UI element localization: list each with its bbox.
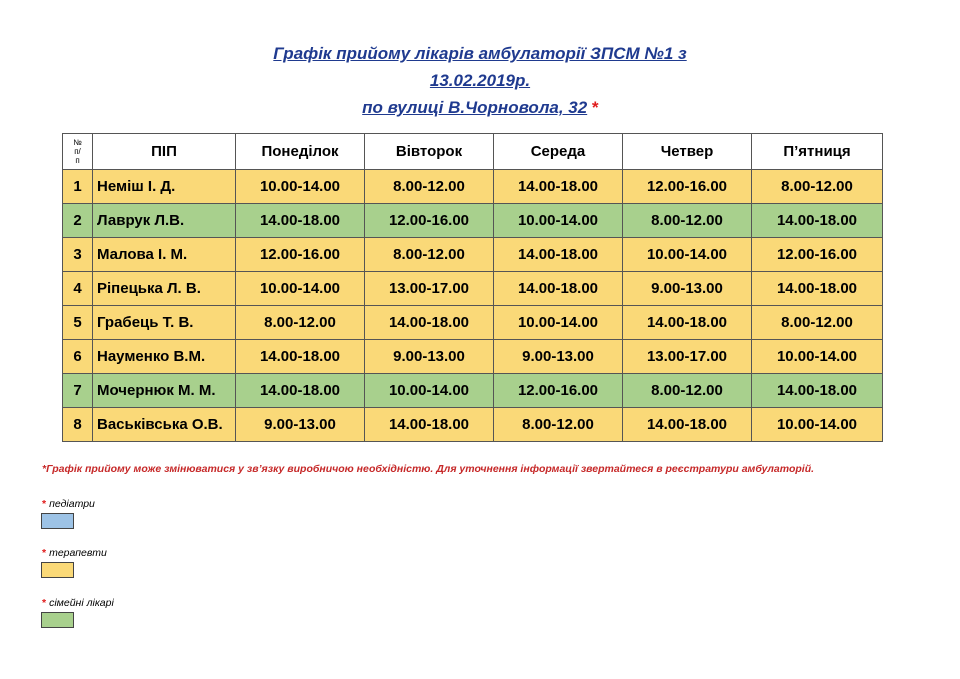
row-number: 5 — [63, 306, 93, 340]
header-thursday: Четвер — [623, 134, 752, 170]
monday-hours: 12.00-16.00 — [236, 238, 365, 272]
doctor-name: Грабець Т. В. — [93, 306, 236, 340]
legend-asterisk: * — [42, 498, 47, 510]
thursday-hours: 12.00-16.00 — [623, 170, 752, 204]
legend-family-swatch — [41, 612, 74, 628]
tuesday-hours: 10.00-14.00 — [365, 374, 494, 408]
table-row — [63, 272, 883, 306]
row-number: 3 — [63, 238, 93, 272]
thursday-hours: 13.00-17.00 — [623, 340, 752, 374]
doctor-name: Ріпецька Л. В. — [93, 272, 236, 306]
monday-hours: 14.00-18.00 — [236, 374, 365, 408]
monday-hours: 14.00-18.00 — [236, 340, 365, 374]
thursday-hours: 14.00-18.00 — [623, 408, 752, 442]
header-friday: П’ятниця — [752, 134, 883, 170]
table-row — [63, 408, 883, 442]
schedule-table — [62, 133, 883, 442]
wednesday-hours: 14.00-18.00 — [494, 170, 623, 204]
wednesday-hours: 12.00-16.00 — [494, 374, 623, 408]
wednesday-hours: 10.00-14.00 — [494, 306, 623, 340]
title-address: по вулиці В.Чорновола, 32 — [362, 98, 588, 117]
table-row — [63, 340, 883, 374]
friday-hours: 12.00-16.00 — [752, 238, 883, 272]
table-row — [63, 306, 883, 340]
header-wednesday: Середа — [494, 134, 623, 170]
friday-hours: 8.00-12.00 — [752, 170, 883, 204]
thursday-hours: 9.00-13.00 — [623, 272, 752, 306]
thursday-hours: 10.00-14.00 — [623, 238, 752, 272]
friday-hours: 10.00-14.00 — [752, 340, 883, 374]
table-row — [63, 204, 883, 238]
table-row — [63, 374, 883, 408]
monday-hours: 10.00-14.00 — [236, 272, 365, 306]
table-row — [63, 170, 883, 204]
row-number: 8 — [63, 408, 93, 442]
page-title-line-1 — [0, 44, 960, 64]
tuesday-hours: 8.00-12.00 — [365, 170, 494, 204]
wednesday-hours: 14.00-18.00 — [494, 238, 623, 272]
row-number: 6 — [63, 340, 93, 374]
legend-asterisk: * — [42, 547, 47, 559]
legend-asterisk: * — [42, 597, 47, 609]
tuesday-hours: 13.00-17.00 — [365, 272, 494, 306]
row-number: 1 — [63, 170, 93, 204]
tuesday-hours: 9.00-13.00 — [365, 340, 494, 374]
legend-therapist-swatch — [41, 562, 74, 578]
wednesday-hours: 9.00-13.00 — [494, 340, 623, 374]
monday-hours: 9.00-13.00 — [236, 408, 365, 442]
header-name: ПІП — [93, 134, 236, 170]
doctor-name: Мочернюк М. М. — [93, 374, 236, 408]
legend-therapist-label — [42, 547, 107, 559]
legend-pediatric-label — [42, 498, 95, 510]
wednesday-hours: 14.00-18.00 — [494, 272, 623, 306]
doctor-name: Малова І. М. — [93, 238, 236, 272]
header-monday: Понеділок — [236, 134, 365, 170]
legend-text: терапевти — [49, 547, 107, 559]
doctor-name: Лаврук Л.В. — [93, 204, 236, 238]
tuesday-hours: 14.00-18.00 — [365, 408, 494, 442]
title-asterisk: * — [591, 98, 598, 117]
doctor-name: Васьківська О.В. — [93, 408, 236, 442]
page-title-line-2 — [0, 71, 960, 91]
doctor-name: Науменко В.М. — [93, 340, 236, 374]
legend-pediatric-swatch — [41, 513, 74, 529]
monday-hours: 14.00-18.00 — [236, 204, 365, 238]
header-number: № п/ п — [63, 134, 93, 170]
friday-hours: 14.00-18.00 — [752, 374, 883, 408]
thursday-hours: 8.00-12.00 — [623, 374, 752, 408]
friday-hours: 10.00-14.00 — [752, 408, 883, 442]
page-title-line-3 — [0, 98, 960, 118]
title-text-1: Графік прийому лікарів амбулаторії ЗПСМ №1 з — [273, 44, 687, 63]
wednesday-hours: 8.00-12.00 — [494, 408, 623, 442]
monday-hours: 8.00-12.00 — [236, 306, 365, 340]
title-date: 13.02.2019р. — [429, 71, 531, 90]
row-number: 7 — [63, 374, 93, 408]
wednesday-hours: 10.00-14.00 — [494, 204, 623, 238]
tuesday-hours: 12.00-16.00 — [365, 204, 494, 238]
legend-text: педіатри — [49, 498, 95, 510]
row-number: 4 — [63, 272, 93, 306]
legend-family-label — [42, 597, 114, 609]
thursday-hours: 14.00-18.00 — [623, 306, 752, 340]
monday-hours: 10.00-14.00 — [236, 170, 365, 204]
header-tuesday: Вівторок — [365, 134, 494, 170]
header-row — [63, 134, 883, 170]
friday-hours: 14.00-18.00 — [752, 204, 883, 238]
thursday-hours: 8.00-12.00 — [623, 204, 752, 238]
table-row — [63, 238, 883, 272]
friday-hours: 14.00-18.00 — [752, 272, 883, 306]
friday-hours: 8.00-12.00 — [752, 306, 883, 340]
tuesday-hours: 8.00-12.00 — [365, 238, 494, 272]
tuesday-hours: 14.00-18.00 — [365, 306, 494, 340]
row-number: 2 — [63, 204, 93, 238]
legend-text: сімейні лікарі — [49, 597, 114, 609]
schedule-note: *Графік прийому може змінюватися у зв’язку виробничою необхідністю. Для уточнення інформації звертайтеся в реєстратури амбулаторій. — [42, 463, 815, 475]
doctor-name: Неміш І. Д. — [93, 170, 236, 204]
